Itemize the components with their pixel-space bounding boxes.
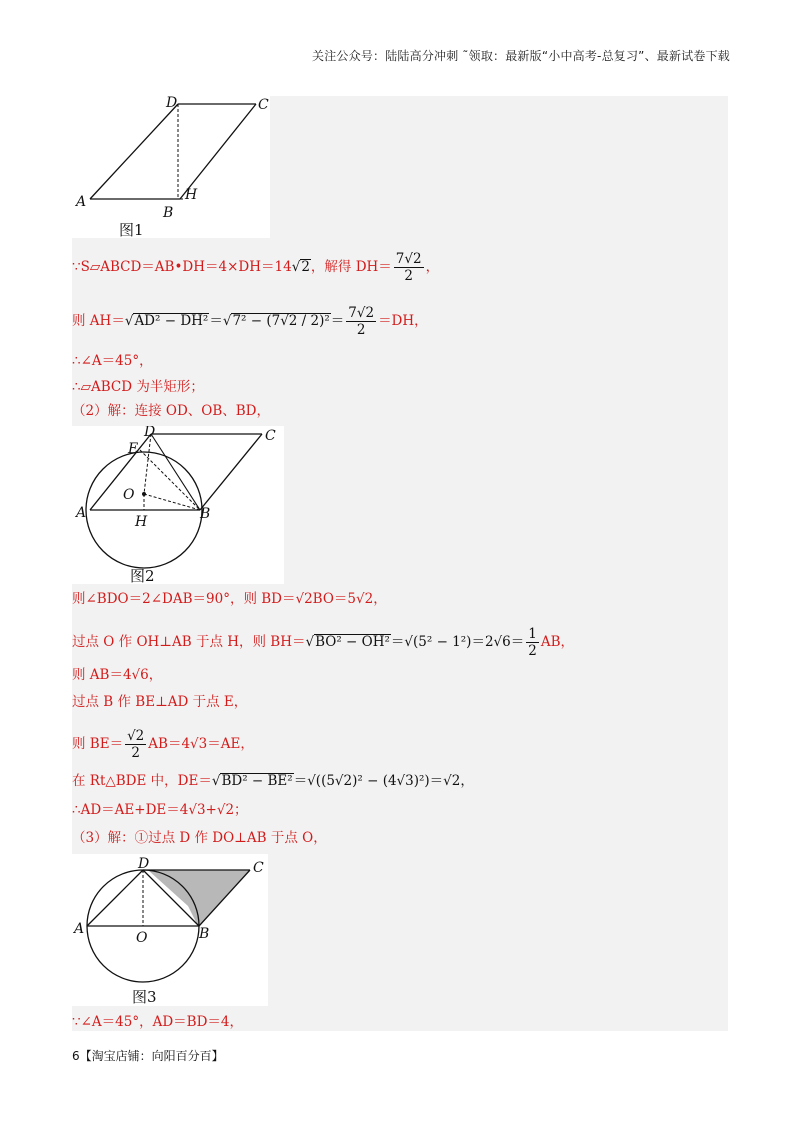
fig2-label-a: A [76,505,87,521]
figure-3 [72,854,268,1006]
fig1-label-b: B [163,205,174,221]
fig3-label-d: D [138,856,150,872]
line-1: ∵S▱ABCD＝AB•DH＝4×DH＝14√2，解得 DH＝ $\frac{7√2}{2}$ ， [72,251,440,284]
fig3-label-c: C [253,860,264,876]
line-2: 则 AH＝√AD² − DH²＝√7² − (7√2 / 2)²＝ $\frac{7√2}{2}$ ＝DH， [72,305,428,338]
fig2-label-e: E [128,441,139,457]
line-5: （2）解：连接 OD、OB、BD， [72,403,271,419]
fig2-caption: 图2 [130,567,155,584]
fig3-caption: 图3 [132,988,157,1006]
line-8: 则 AB＝4√6， [72,667,163,683]
fig1-label-a: A [76,194,87,210]
page-header: 关注公众号：陆陆高分冲刺 ˜领取：最新版“小中高考-总复习”、最新试卷下载 [312,49,730,63]
line-3: ∴∠A＝45°， [72,353,153,369]
line-11: 在 Rt△BDE 中，DE＝√BD² − BE²＝√((5√2)² − (4√3)²)＝√2， [72,773,474,789]
fig1-label-h: H [185,187,198,203]
line-6: 则∠BDO＝2∠DAB＝90°，则 BD＝√2BO＝5√2， [72,591,387,607]
fig3-label-b: B [199,926,210,942]
fig1-label-d: D [166,96,178,111]
fig3-label-a: A [74,921,85,937]
fig1-label-c: C [258,97,269,113]
fig3-label-o: O [136,930,148,946]
fig2-label-h: H [135,514,148,530]
line-13: （3）解：①过点 D 作 DO⊥AB 于点 O， [72,830,327,846]
line-4: ∴▱ABCD 为半矩形； [72,379,204,395]
fig2-label-c: C [265,428,276,444]
fig1-caption: 图1 [119,221,144,238]
figure-1 [72,96,270,238]
fig2-label-d: D [144,426,156,440]
figure-2-diagram [72,426,284,584]
fig2-label-b: B [200,506,211,522]
fig2-label-o: O [123,487,135,503]
page-footer: 6【淘宝店铺：向阳百分百】 [72,1049,224,1063]
line-9: 过点 B 作 BE⊥AD 于点 E， [72,694,248,710]
solution-content [72,96,728,1031]
line-7: 过点 O 作 OH⊥AB 于点 H，则 BH＝√BO² − OH²＝√(5² − 1²)＝2√6＝ $\frac{1}{2}$ AB， [72,626,574,659]
figure-3-diagram [72,854,268,1006]
line-14: ∵∠A＝45°，AD＝BD＝4， [72,1014,243,1030]
line-12: ∴AD＝AE+DE＝4√3+√2； [72,802,248,818]
figure-1-diagram [72,96,270,238]
line-10: 则 BE＝ $\frac{√2}{2}$ AB＝4√3＝AE， [72,728,254,761]
figure-2 [72,426,284,584]
